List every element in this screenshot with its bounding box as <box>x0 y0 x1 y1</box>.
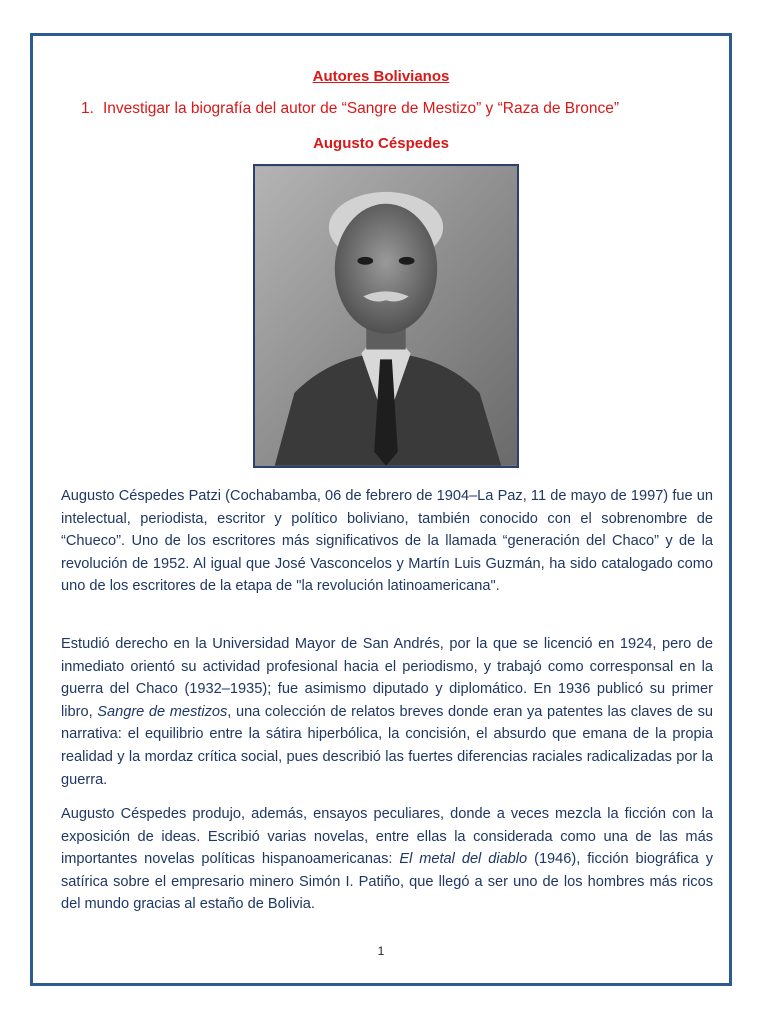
page-frame <box>30 33 732 986</box>
book-title-sangre-de-mestizos: Sangre de mestizos <box>97 703 228 720</box>
question-item <box>81 100 619 118</box>
biography-paragraph-3 <box>61 803 713 916</box>
paragraph-2-text-start: Estudió derecho en la Universidad Mayor de San Andrés, por la que se licenció en 1924, pero de inmediato orientó su actividad profesional hacia el periodismo, y trabajó como corresponsal en la guerra del Chaco (1932–1935); fue asimismo diputado y diplomático. En 1936 publicó su primer libro, <box>61 636 713 720</box>
paragraph-2-text-end: , una colección de relatos breves donde eran ya patentes las claves de su narrativa: el equilibrio entre la sátira hiperbólica, la concisión, el absurdo que emana de la propia realidad y la mordaz crítica social, pues describió las fuertes diferencias raciales radicalizadas por la guerra. <box>61 703 713 788</box>
page-number: 1 <box>377 944 385 958</box>
biography-paragraph-2 <box>61 633 713 791</box>
document-title: Autores Bolivianos <box>312 68 450 85</box>
portrait-image-icon <box>255 166 517 466</box>
question-number: 1. <box>81 100 94 117</box>
biography-paragraph-1: Augusto Céspedes Patzi (Cochabamba, 06 de febrero de 1904–La Paz, 11 de mayo de 1997) fue un intelectual, periodista, escritor y político boliviano, también conocido con el sobrenombre de “Chueco”. Uno de los escritores más significativos de la llamada “generación del Chaco” y de la revolución de 1952. Al igual que José Vasconcelos y Martín Luis Guzmán, ha sido catalogado como uno de los escritores de la etapa de "la revolución latinoamericana". <box>61 488 713 595</box>
author-name-heading: Augusto Céspedes <box>313 135 449 152</box>
paragraph-3-text-end: (1946), ficción biográfica y satírica sobre el empresario minero Simón I. Patiño, que llegó a ser uno de los hombres más ricos del mundo gracias al estaño de Bolivia. <box>61 851 713 913</box>
question-text: Investigar la biografía del autor de “Sangre de Mestizo” y “Raza de Bronce” <box>103 100 620 117</box>
author-portrait-photo <box>253 164 519 468</box>
paragraph-3-text-start: Augusto Céspedes produjo, además, ensayos peculiares, donde a veces mezcla la ficción con la exposición de ideas. Escribió varias novelas, entre ellas la considerada como una de las más importantes novelas políticas hispanoamericanas: <box>61 806 713 868</box>
book-title-el-metal-del-diablo: El metal del diablo <box>399 851 528 868</box>
